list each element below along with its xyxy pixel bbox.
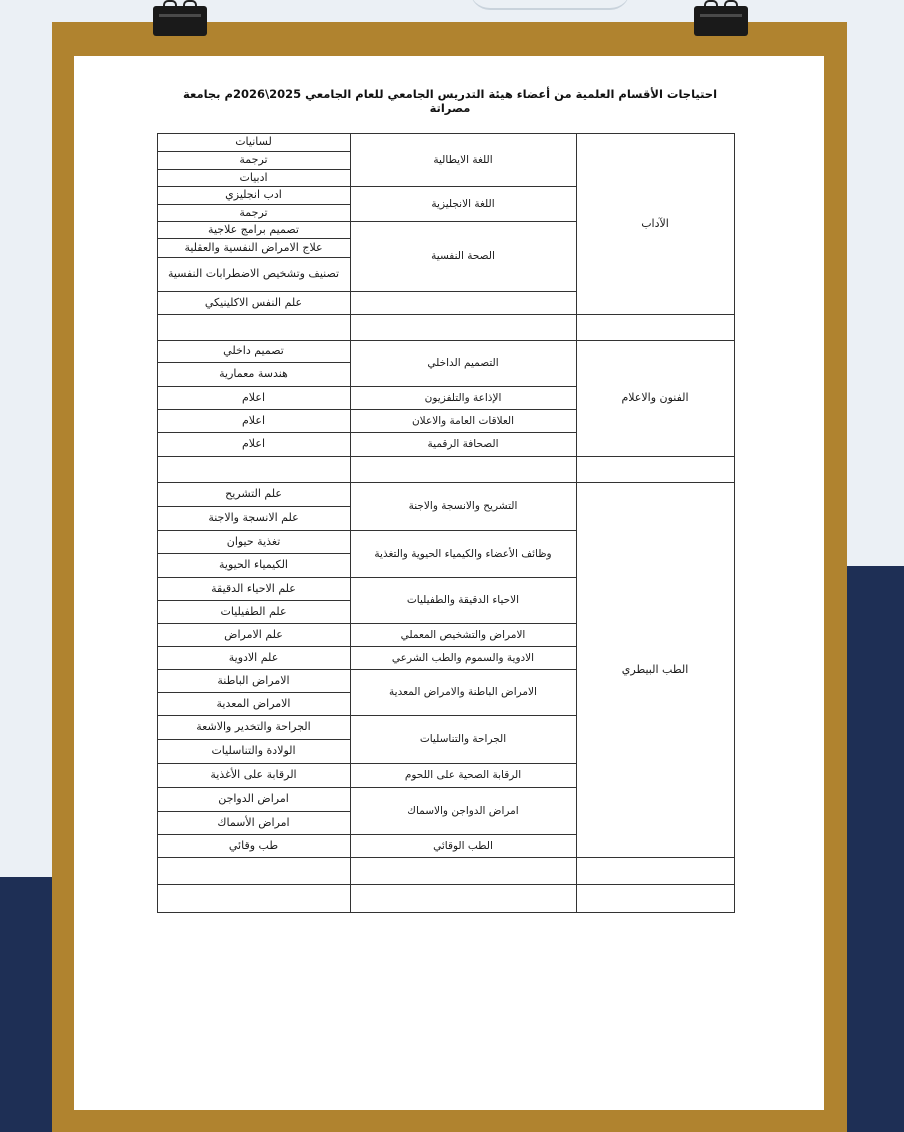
column-divider [576,133,577,912]
specialization-cell: لسانيات [235,135,272,148]
department-cell: الرقابة الصحية على اللحوم [404,769,522,781]
specialization-cell: هندسة معمارية [219,367,288,380]
section-divider [157,884,734,885]
document-title: احتياجات الأقسام العلمية من أعضاء هيئة التدريس الجامعي للعام الجامعي 2025\2026م بجامعة مصراتة [182,87,718,115]
specialization-cell: ترجمة [239,205,268,219]
background-navy-block-right [846,566,904,1132]
department-cell: التشريح والانسجة والاجنة [408,500,518,512]
department-cell: الإذاعة والتلفزيون [424,391,502,404]
specialization-cell: امراض الدواجن [218,792,289,805]
table-border-left [157,133,158,912]
department-cell: وظائف الأعضاء والكيمياء الحيوية والتغذية [374,547,552,560]
section-divider [157,456,734,457]
department-cell: اللغة الايطالية [433,153,493,166]
specialization-cell: تصنيف وتشخيص الاضطرابات النفسية [167,267,340,280]
specialization-cell: اعلام [242,390,265,404]
section-divider [157,314,734,315]
department-cell: الاحياء الدقيقة والطفيليات [406,594,520,606]
specialization-cell: علم الطفيليات [220,604,287,618]
background-navy-block-left [0,877,60,1132]
specialization-cell: علم التشريح [225,487,282,500]
specialization-cell: الولادة والتناسليات [211,744,296,757]
department-cell: الصحة النفسية [431,250,495,262]
specialization-cell: تصميم داخلي [223,344,284,357]
specialization-cell: امراض الأسماك [217,815,290,829]
department-cell: العلاقات العامة والاعلان [411,414,515,427]
section-divider [157,857,734,858]
specialization-cell: علم الادوية [228,650,279,664]
background-arc-decoration [470,0,630,10]
specialization-cell: الرقابة على الأغذية [210,768,297,781]
department-cell: الامراض والتشخيص المعملي [400,628,526,641]
specialization-cell: ترجمة [239,153,268,166]
department-cell: التصميم الداخلي [427,357,499,369]
faculty-cell: الفنون والاعلام [621,391,689,404]
specialization-cell: علم الامراض [224,627,283,641]
specialization-cell: علم الانسجة والاجنة [208,511,299,524]
binder-clip-icon [694,0,748,38]
table-border-right [734,133,735,913]
specialization-cell: الجراحة والتخدير والاشعة [196,720,311,733]
specialization-cell: ادب انجليزي [225,188,282,201]
table-border-bottom [157,912,735,913]
specialization-cell: علم الاحياء الدقيقة [211,581,296,595]
column-divider [350,133,351,912]
faculty-cell: الطب البيطري [621,662,689,676]
binder-clip-icon [153,0,207,38]
specialization-cell: اعلام [242,413,265,427]
specialization-cell: الامراض الباطنة [217,673,290,687]
faculty-cell: الآداب [641,216,669,230]
specialization-cell: تصميم برامج علاجية [208,222,299,236]
department-cell: اللغة الانجليزية [431,197,495,210]
specialization-cell: علاج الامراض النفسية والعقلية [184,240,323,254]
specialization-cell: الكيمياء الحيوية [219,558,288,571]
specialization-cell: طب وقائي [228,838,279,852]
department-cell: الجراحة والتناسليات [419,733,507,745]
specialization-cell: تغذية حيوان [226,534,281,548]
specialization-cell: اعلام [242,437,265,450]
department-cell: الطب الوقائي [433,839,493,852]
department-cell: الادوية والسموم والطب الشرعي [391,651,535,664]
specialization-cell: الامراض المعدية [216,696,291,710]
department-cell: الامراض الباطنة والامراض المعدية [389,686,537,698]
department-cell: الصحافة الرقمية [427,438,499,450]
department-cell: امراض الدواجن والاسماك [407,804,519,817]
row-divider [350,291,576,292]
specialization-cell: ادبيات [239,170,268,184]
specialization-cell: علم النفس الاكلينيكي [204,295,303,309]
